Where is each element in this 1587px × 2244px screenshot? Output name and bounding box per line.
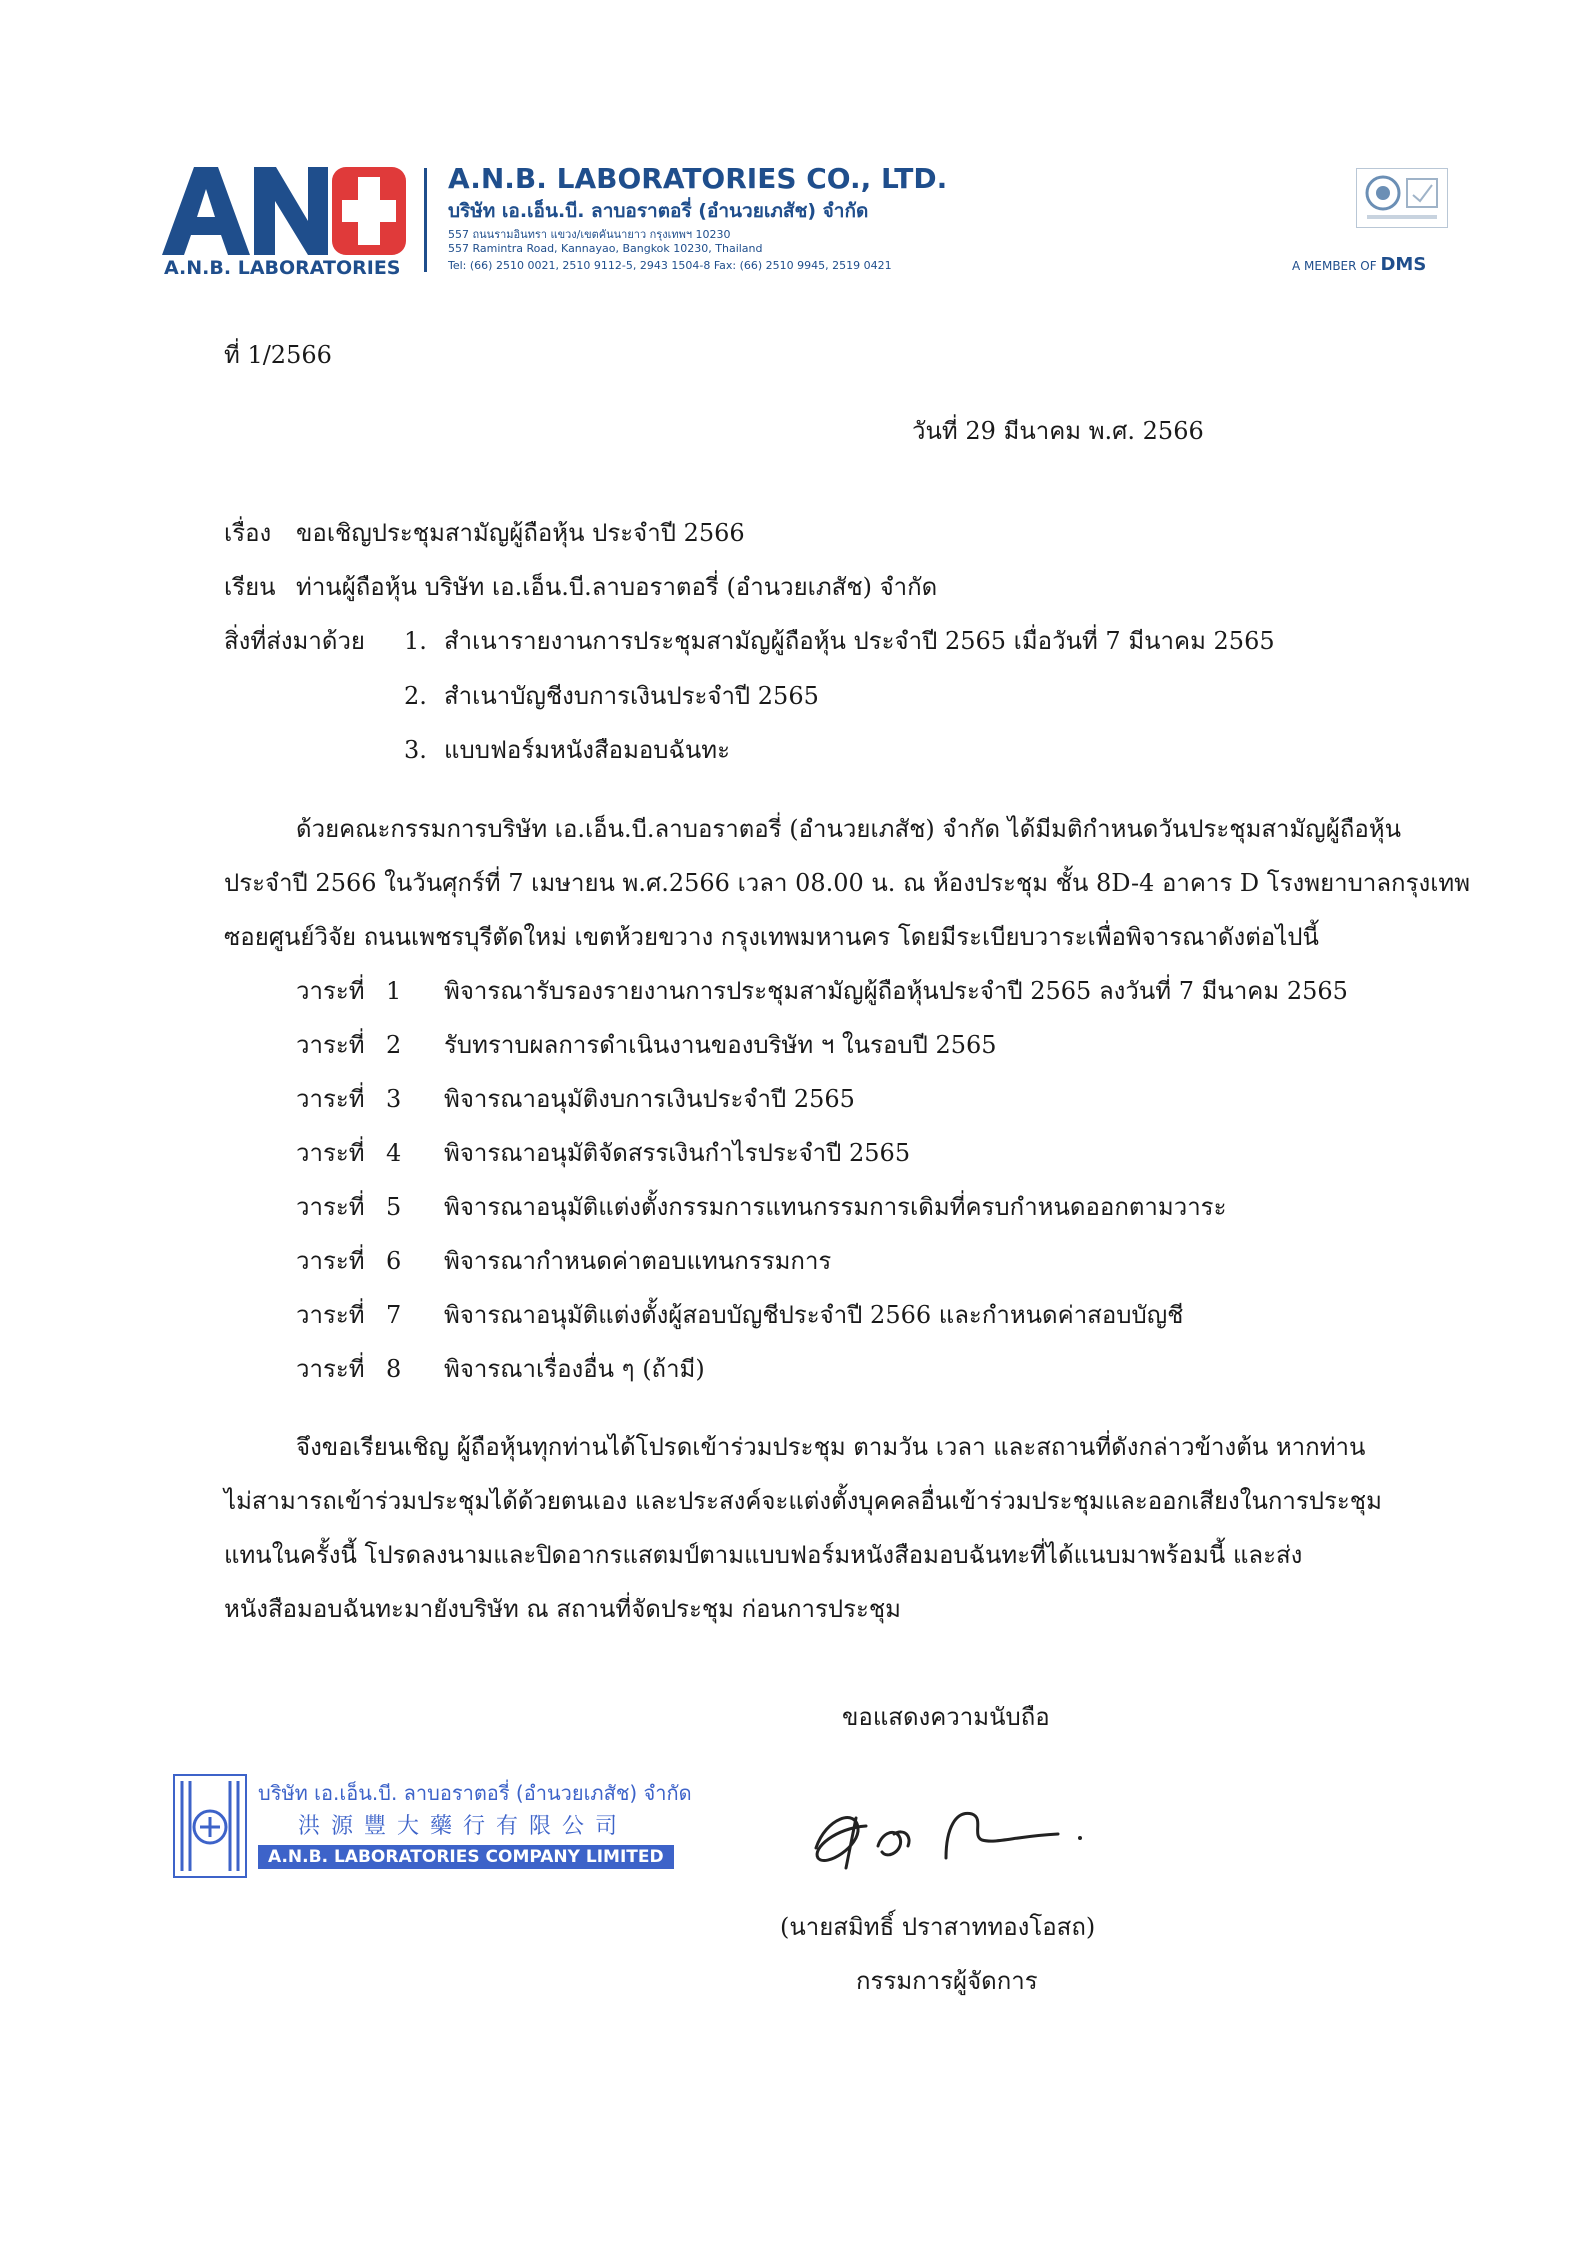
agenda-label: วาระที่ <box>296 977 365 1005</box>
agenda-num: 6 <box>386 1247 402 1275</box>
agenda-num: 4 <box>386 1139 402 1167</box>
member-brand: DMS <box>1380 254 1427 275</box>
to-label: เรียน <box>224 573 276 601</box>
stamp-line-zh: 洪 源 豐 大 藥 行 有 限 公 司 <box>298 1814 619 1839</box>
contact-info: Tel: (66) 2510 0021, 2510 9112-5, 2943 1504-8 Fax: (66) 2510 9945, 2519 0421 <box>448 259 892 272</box>
closing-text: ขอแสดงความนับถือ <box>842 1703 1050 1731</box>
signer-title: กรรมการผู้จัดการ <box>856 1967 1038 1995</box>
agenda-text: พิจารณารับรองรายงานการประชุมสามัญผู้ถือหุ้นประจำปี 2565 ลงวันที่ 7 มีนาคม 2565 <box>444 977 1348 1005</box>
stamp-line-en: A.N.B. LABORATORIES COMPANY LIMITED <box>258 1845 674 1869</box>
paragraph2-line2: ไม่สามารถเข้าร่วมประชุมได้ด้วยตนเอง และประสงค์จะแต่งตั้งบุคคลอื่นเข้าร่วมประชุมและออกเสียงในการประชุม <box>224 1487 1382 1515</box>
enclosure-num-3: 3. <box>404 736 427 764</box>
agenda-label: วาระที่ <box>296 1301 365 1329</box>
agenda-text: รับทราบผลการดำเนินงานของบริษัท ฯ ในรอบปี 2565 <box>444 1031 997 1059</box>
address-th: 557 ถนนรามอินทรา แขวง/เขตคันนายาว กรุงเทพฯ 10230 <box>448 228 731 241</box>
agenda-label: วาระที่ <box>296 1139 365 1167</box>
subject-text: ขอเชิญประชุมสามัญผู้ถือหุ้น ประจำปี 2566 <box>296 519 745 547</box>
company-logo <box>162 165 410 285</box>
stamp-line-th: บริษัท เอ.เอ็น.บี. ลาบอราตอรี่ (อำนวยเภสัช) จำกัด <box>258 1781 692 1805</box>
letter-date: วันที่ 29 มีนาคม พ.ศ. 2566 <box>912 417 1204 445</box>
handwritten-signature-icon <box>796 1788 1096 1878</box>
paragraph1-line3: ซอยศูนย์วิจัย ถนนเพชรบุรีตัดใหม่ เขตห้วยขวาง กรุงเทพมหานคร โดยมีระเบียบวาระเพื่อพิจารณาดังต่อไปนี้ <box>224 923 1319 951</box>
agenda-text: พิจารณาเรื่องอื่น ๆ (ถ้ามี) <box>444 1355 705 1383</box>
enclosure-text-2: สำเนาบัญชีงบการเงินประจำปี 2565 <box>444 682 819 710</box>
enclosure-text-1: สำเนารายงานการประชุมสามัญผู้ถือหุ้น ประจำปี 2565 เมื่อวันที่ 7 มีนาคม 2565 <box>444 627 1275 655</box>
paragraph1-line1: ด้วยคณะกรรมการบริษัท เอ.เอ็น.บี.ลาบอราตอรี่ (อำนวยเภสัช) จำกัด ได้มีมติกำหนดวันประชุมสามัญผู้ถือหุ้น <box>296 815 1402 843</box>
agenda-label: วาระที่ <box>296 1031 365 1059</box>
agenda-num: 2 <box>386 1031 402 1059</box>
agenda-text: พิจารณาอนุมัติแต่งตั้งผู้สอบบัญชีประจำปี 2566 และกำหนดค่าสอบบัญชี <box>444 1301 1184 1329</box>
anb-logo-icon <box>162 165 410 257</box>
agenda-text: พิจารณาอนุมัติงบการเงินประจำปี 2565 <box>444 1085 855 1113</box>
letterhead-divider <box>424 168 427 272</box>
reference-number: ที่ 1/2566 <box>224 341 332 369</box>
signer-name: (นายสมิทธิ์ ปราสาททองโอสถ) <box>780 1913 1096 1941</box>
agenda-num: 5 <box>386 1193 402 1221</box>
agenda-num: 3 <box>386 1085 402 1113</box>
member-of <box>1292 254 1426 275</box>
agenda-label: วาระที่ <box>296 1247 365 1275</box>
logo-mark <box>162 165 410 265</box>
agenda-label: วาระที่ <box>296 1355 365 1383</box>
iso-cert-icon <box>1357 169 1447 227</box>
enclosure-text-3: แบบฟอร์มหนังสือมอบฉันทะ <box>444 736 730 764</box>
to-text: ท่านผู้ถือหุ้น บริษัท เอ.เอ็น.บี.ลาบอราตอรี่ (อำนวยเภสัช) จำกัด <box>296 573 938 601</box>
enclosures-label: สิ่งที่ส่งมาด้วย <box>224 627 365 655</box>
stamp-emblem-icon <box>172 1773 248 1879</box>
company-name-en: A.N.B. LABORATORIES CO., LTD. <box>448 162 948 195</box>
enclosure-num-1: 1. <box>404 627 427 655</box>
address-en: 557 Ramintra Road, Kannayao, Bangkok 10230, Thailand <box>448 242 763 255</box>
enclosure-num-2: 2. <box>404 682 427 710</box>
agenda-text: พิจารณาอนุมัติแต่งตั้งกรรมการแทนกรรมการเดิมที่ครบกำหนดออกตามวาระ <box>444 1193 1227 1221</box>
company-stamp <box>172 1773 692 1883</box>
agenda-label: วาระที่ <box>296 1193 365 1221</box>
agenda-num: 1 <box>386 977 402 1005</box>
agenda-num: 8 <box>386 1355 402 1383</box>
signature <box>796 1788 1096 1878</box>
paragraph2-line1: จึงขอเรียนเชิญ ผู้ถือหุ้นทุกท่านได้โปรดเข้าร่วมประชุม ตามวัน เวลา และสถานที่ดังกล่าวข้างต้น หากท่าน <box>296 1433 1366 1461</box>
paragraph2-line4: หนังสือมอบฉันทะมายังบริษัท ณ สถานที่จัดประชุม ก่อนการประชุม <box>224 1595 901 1623</box>
member-prefix: A MEMBER OF <box>1292 259 1377 273</box>
subject-label: เรื่อง <box>224 519 272 547</box>
company-name-th: บริษัท เอ.เอ็น.บี. ลาบอราตอรี่ (อำนวยเภสัช) จำกัด <box>448 200 869 222</box>
agenda-text: พิจารณากำหนดค่าตอบแทนกรรมการ <box>444 1247 832 1275</box>
agenda-num: 7 <box>386 1301 402 1329</box>
agenda-label: วาระที่ <box>296 1085 365 1113</box>
paragraph2-line3: แทนในครั้งนี้ โปรดลงนามและปิดอากรแสตมป์ตามแบบฟอร์มหนังสือมอบฉันทะที่ได้แนบมาพร้อมนี้ และส่ง <box>224 1541 1303 1569</box>
paragraph1-line2: ประจำปี 2566 ในวันศุกร์ที่ 7 เมษายน พ.ศ.2566 เวลา 08.00 น. ณ ห้องประชุม ชั้น 8D-4 อาคาร D โรงพยาบาลกรุงเทพ <box>224 869 1471 897</box>
agenda-text: พิจารณาอนุมัติจัดสรรเงินกำไรประจำปี 2565 <box>444 1139 911 1167</box>
certification-badge <box>1356 168 1448 228</box>
logo-caption: A.N.B. LABORATORIES <box>164 257 401 279</box>
